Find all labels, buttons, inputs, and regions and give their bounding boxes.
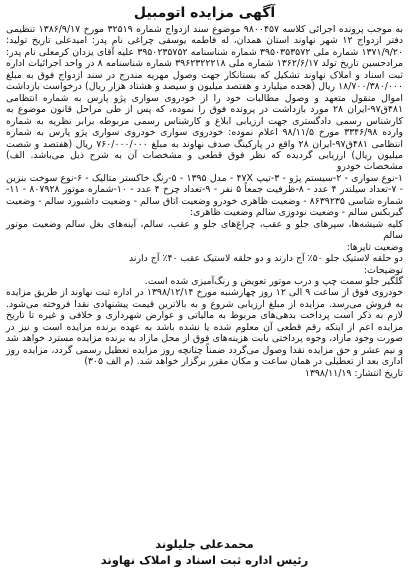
publication-date: تاریخ انتشار: ۱۳۹۸/۱۱/۱۹ bbox=[304, 367, 403, 379]
signatory-name: محمدعلی جلیلوند bbox=[155, 537, 254, 551]
paragraph-appearance: کلیه شیشه‌ها، سپرهای جلو و عقب، چراغ‌های جلو و عقب، سالم، آینه‌های بغل سالم وضعیت موتور سالم bbox=[6, 218, 403, 242]
paragraph-auction-terms: خودروی فوق از ساعت ۹ الی ۱۲ روز چهارشنبه مورخ ۱۳۹۸/۱۲/۱۴ در اداره ثبت نهاوند از طریق مزایده به فروش می‌رسد. مزایده از مبلغ ارزیابی شروع و به بالاترین قیمت پیشنهادی نقدا فروخته می‌شود. لازم به ذکر است پرداخت بدهی‌های مربوط به مالیاتی و عوارض شهرداری و خلافی و غیره تا تاریخ مزایده اعم از اینکه رقم قطعی آن معلوم شده یا نشده باشد به عهده برنده مزایده است و نیز در صورت وجود مازاد، وجوه پرداختی بابت هزینه‌های فوق از محل مازاد به برنده مزایده مسترد خواهد شد و نیم عشر و حق مزایده نقدا وصول می‌گردد ضمناً چنانچه روز مزایده تعطیل رسمی گردد، مزایده روز اداری بعد از تعطیلی در همان ساعت و مکان مقرر برگزار خواهد شد. (م الف ۳۰۵) bbox=[6, 287, 403, 368]
paragraph-notes: گلگیر جلو سمت چپ و درب موتور تعویض و رنگ‌آمیزی شده است. bbox=[144, 275, 403, 287]
paragraph-case-details: به موجب پرونده اجرائی کلاسه ۹۸۰۰۴۵۷ موضوع سند ازدواج شماره ۳۲۵۱۹ مورخ ۱۳۸۶/۹/۱۷ تنظیمی دفتر ازدواج ۱۲ شهر نهاوند استان همدان، له فاطمه یوسفی چراغی نام پدر: امیدعلی تاریخ تولید: ۱۳۷۱/۹/۲۰ شماره ملی ۳۹۵۰۳۵۳۵۷۲ شماره شناسنامه ۳۹۵۰۲۳۵۷۵۲ علیه آقای یزدان کرمعلی نام پدر: مرادحسین تاریخ تولد ۱۳۶۲/۶/۱۷ شماره ملی ۳۹۶۲۳۲۲۲۱۸ شماره شناسنامه ۸ در واحد اجرائیات اداره ثبت اسناد و املاک نهاوند تشکیل که بستانکار جهت وصول مهریه مندرج در سند ازدواج فوق به مبلغ ۱۸/۷۰۰/۳۸۰/۰۰۰ ریال (هجده میلیارد و هفتصد میلیون و سیصد و هشتاد هزار ریال) درخواست بازداشت اموال منقول متعهد و وصول مطالبات خود را از خودروی سواری پژو پارس به شماره انتظامی ۴۸۱ق۹۷-ایران ۲۸ مورد بازداشت در پرونده فوق را نموده، که پس از طی مراحل قانون موضوع به کارشناس رسمی دادگستری جهت ارزیابی ابلاغ و کارشناس رسمی مربوطه برابر نظریه به شماره وارده ۳۳۴۶/۹۸ مورخ ۹۸/۱۱/۵ اعلام نموده: خودروی سواری خودروی سواری پژو پارس به شماره انتظامی ۴۸۱ق۹۷-ایران ۲۸ واقع در پارکینگ صدف نهاوند به مبلغ ۷۶۰/۰۰۰/۰۰۰ ریال (هفتصد و شصت میلیون ریال) ارزیابی گردیده که نظر فوق قطعی و مشخصات آن به شرح ذیل می‌باشد. الف) مشخصات خودرو bbox=[6, 24, 404, 173]
paragraph-notes-heading: توضیحات: bbox=[363, 264, 403, 276]
notice-body bbox=[6, 24, 403, 379]
signatory-title: رئیس اداره ثبت اسناد و املاک نهاوند bbox=[100, 553, 309, 567]
auction-notice bbox=[6, 4, 403, 572]
paragraph-tires-heading: وضعیت تایرها: bbox=[346, 241, 403, 253]
paragraph-vehicle-specs: ۱-نوع سواری - ۲-سیستم پژو - ۳-تیپ ۴۷X - مدل ۱۳۹۵ - ۵-رنگ خاکستر متالیک - ۶-نوع سوخت بنزین - ۷-تعداد سیلندر ۴ عدد - ۸-ظرفیت جمعاً ۵ نفر - ۹-تعداد چرخ ۴ عدد - ۱۰-شماره موتور ۸۰۷۹۲۸ - ۱۱-شماره شاسی ۸۶۳۹۲۳۵ - وضعیت ظاهری خودرو وضعیت اتاق سالم - وضعیت داشبورد سالم - وضعیت گیربکس سالم - وضعیت نودوزی سالم وضعیت ظاهری: bbox=[6, 172, 404, 219]
paragraph-tires: دو حلقه لاستیک جلو ۵۰٪ آج دارند و دو حلقه لاستیک عقب ۴۰٪ آج دارند bbox=[128, 253, 403, 265]
notice-title: آگهی مزایده اتومبیل bbox=[133, 5, 276, 21]
